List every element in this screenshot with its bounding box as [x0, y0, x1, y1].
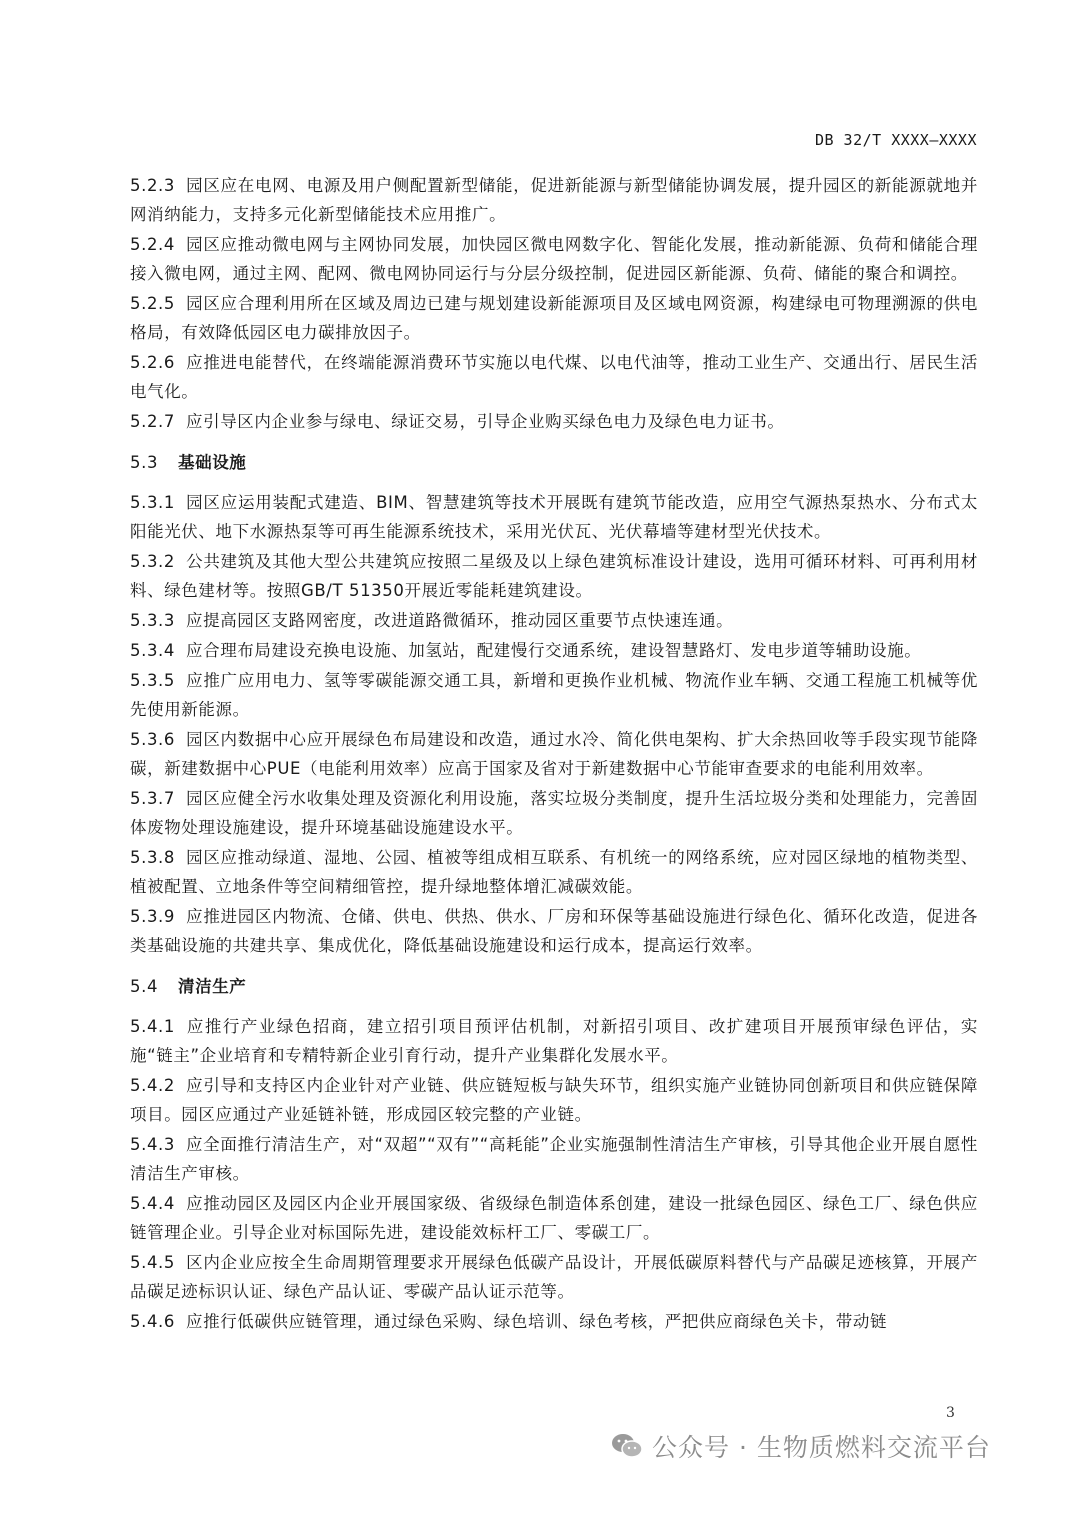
clause-number: 5.2.6 [130, 353, 175, 372]
clause [130, 230, 978, 288]
section-heading [130, 448, 978, 477]
clause [130, 636, 978, 665]
document-code: DB 32/T XXXX—XXXX [814, 131, 977, 149]
document-body [130, 171, 978, 1337]
section-heading [130, 972, 978, 1001]
clause [130, 606, 978, 635]
clause-text: 应推广应用电力、氢等零碳能源交通工具，新增和更换作业机械、物流作业车辆、交通工程施工机械等优先使用新能源。 [130, 671, 978, 719]
clause [130, 1130, 978, 1188]
clause-number: 5.3.2 [130, 552, 175, 571]
clause-text: 应引导和支持区内企业针对产业链、供应链短板与缺失环节，组织实施产业链协同创新项目和供应链保障项目。园区应通过产业延链补链，形成园区较完整的产业链。 [130, 1076, 978, 1124]
clause-number: 5.3.1 [130, 493, 175, 512]
clause-text: 公共建筑及其他大型公共建筑应按照二星级及以上绿色建筑标准设计建设，选用可循环材料、可再利用材料、绿色建材等。按照GB/T 51350开展近零能耗建筑建设。 [130, 552, 978, 600]
clause-text: 区内企业应按全生命周期管理要求开展绿色低碳产品设计，开展低碳原料替代与产品碳足迹核算，开展产品碳足迹标识认证、绿色产品认证、零碳产品认证示范等。 [130, 1253, 978, 1301]
clause-number: 5.3.8 [130, 848, 175, 867]
clause [130, 289, 978, 347]
clause-number: 5.4.4 [130, 1194, 175, 1213]
clause-text: 应推进园区内物流、仓储、供电、供热、供水、厂房和环保等基础设施进行绿色化、循环化改造，促进各类基础设施的共建共享、集成优化，降低基础设施建设和运行成本，提高运行效率。 [130, 907, 978, 955]
clause [130, 784, 978, 842]
clause-number: 5.4.1 [130, 1017, 175, 1036]
clause [130, 348, 978, 406]
clause-number: 5.4.5 [130, 1253, 175, 1272]
wechat-icon [610, 1431, 644, 1461]
clause-text: 园区应运用装配式建造、BIM、智慧建筑等技术开展既有建筑节能改造，应用空气源热泵热水、分布式太阳能光伏、地下水源热泵等可再生能源系统技术，采用光伏瓦、光伏幕墙等建材型光伏技术。 [130, 493, 978, 541]
clause-text: 应推行低碳供应链管理，通过绿色采购、绿色培训、绿色考核，严把供应商绿色关卡，带动链 [186, 1312, 888, 1331]
clause-number: 5.3.5 [130, 671, 175, 690]
clause [130, 1307, 978, 1336]
clause-number: 5.4.6 [130, 1312, 175, 1331]
clause-text: 应引导区内企业参与绿电、绿证交易，引导企业购买绿色电力及绿色电力证书。 [186, 412, 785, 431]
clause [130, 488, 978, 546]
clause-number: 5.4.2 [130, 1076, 175, 1095]
clause-text: 园区应在电网、电源及用户侧配置新型储能，促进新能源与新型储能协调发展，提升园区的新能源就地并网消纳能力，支持多元化新型储能技术应用推广。 [130, 176, 978, 224]
clause-text: 园区应推动绿道、湿地、公园、植被等组成相互联系、有机统一的网络系统，应对园区绿地的植物类型、植被配置、立地条件等空间精细管控，提升绿地整体增汇减碳效能。 [130, 848, 978, 896]
clause-number: 5.3.7 [130, 789, 175, 808]
section-title-text: 基础设施 [178, 453, 247, 472]
clause-text: 应推行产业绿色招商，建立招引项目预评估机制，对新招引项目、改扩建项目开展预审绿色评估，实施“链主”企业培育和专精特新企业引育行动，提升产业集群化发展水平。 [130, 1017, 978, 1065]
clause [130, 666, 978, 724]
clause-number: 5.2.4 [130, 235, 175, 254]
clause-number: 5.2.3 [130, 176, 175, 195]
clause-text: 应推动园区及园区内企业开展国家级、省级绿色制造体系创建，建设一批绿色园区、绿色工厂、绿色供应链管理企业。引导企业对标国际先进，建设能效标杆工厂、零碳工厂。 [130, 1194, 978, 1242]
page-number: 3 [946, 1405, 955, 1421]
clause-text: 应提高园区支路网密度，改进道路微循环，推动园区重要节点快速连通。 [186, 611, 734, 630]
clause-number: 5.2.5 [130, 294, 175, 313]
clause [130, 725, 978, 783]
watermark [610, 1428, 991, 1464]
clause [130, 1248, 978, 1306]
clause [130, 843, 978, 901]
section-title-text: 清洁生产 [178, 977, 247, 996]
clause [130, 547, 978, 605]
clause [130, 1012, 978, 1070]
clause-text: 应推进电能替代，在终端能源消费环节实施以电代煤、以电代油等，推动工业生产、交通出行、居民生活电气化。 [130, 353, 978, 401]
clause [130, 1189, 978, 1247]
clause [130, 407, 978, 436]
clause-text: 园区应合理利用所在区域及周边已建与规划建设新能源项目及区域电网资源，构建绿电可物理溯源的供电格局，有效降低园区电力碳排放因子。 [130, 294, 978, 342]
clause [130, 171, 978, 229]
clause-text: 应合理布局建设充换电设施、加氢站，配建慢行交通系统，建设智慧路灯、发电步道等辅助设施。 [186, 641, 922, 660]
clause-text: 园区应健全污水收集处理及资源化利用设施，落实垃圾分类制度，提升生活垃圾分类和处理能力，完善固体废物处理设施建设，提升环境基础设施建设水平。 [130, 789, 978, 837]
section-number: 5.4 [130, 977, 159, 996]
watermark-text: 公众号 · 生物质燃料交流平台 [652, 1433, 991, 1462]
clause [130, 1071, 978, 1129]
clause [130, 902, 978, 960]
clause-number: 5.2.7 [130, 412, 175, 431]
clause-text: 应全面推行清洁生产，对“双超”“双有”“高耗能”企业实施强制性清洁生产审核，引导其他企业开展自愿性清洁生产审核。 [130, 1135, 978, 1183]
clause-number: 5.3.6 [130, 730, 175, 749]
clause-text: 园区内数据中心应开展绿色布局建设和改造，通过水冷、简化供电架构、扩大余热回收等手段实现节能降碳，新建数据中心PUE（电能利用效率）应高于国家及省对于新建数据中心节能审查要求的电能利用效率。 [130, 730, 978, 778]
clause-text: 园区应推动微电网与主网协同发展，加快园区微电网数字化、智能化发展，推动新能源、负荷和储能合理接入微电网，通过主网、配网、微电网协同运行与分层分级控制，促进园区新能源、负荷、储能的聚合和调控。 [130, 235, 978, 283]
clause-number: 5.3.9 [130, 907, 175, 926]
clause-number: 5.4.3 [130, 1135, 175, 1154]
section-number: 5.3 [130, 453, 159, 472]
clause-number: 5.3.3 [130, 611, 175, 630]
clause-number: 5.3.4 [130, 641, 175, 660]
